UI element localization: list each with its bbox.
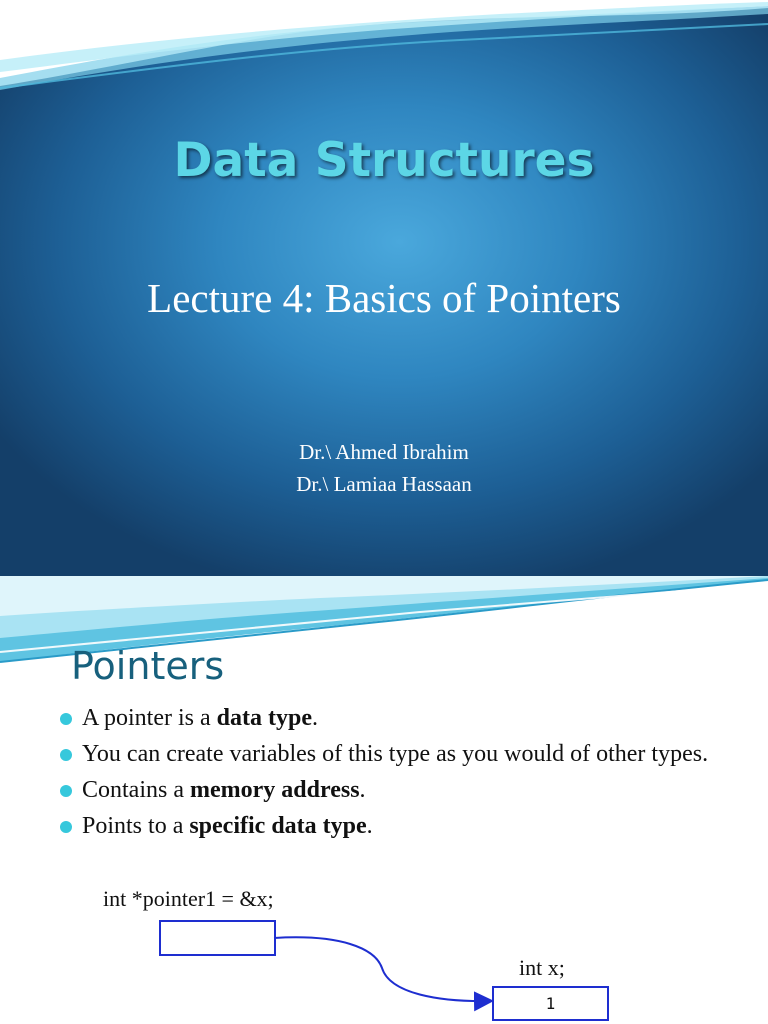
list-item: A pointer is a data type. [60, 704, 720, 733]
bullet-icon [60, 713, 72, 725]
bullet-icon [60, 785, 72, 797]
code-example: int *pointer1 = &x; [103, 886, 274, 911]
bullet-icon [60, 821, 72, 833]
list-item: Points to a specific data type. [60, 812, 720, 841]
variable-box: 1 [492, 986, 609, 1021]
slide-title: Pointers [71, 644, 225, 688]
list-item: You can create variables of this type as you would of other types. [60, 740, 720, 769]
author-list [0, 436, 768, 500]
decorative-wave [0, 0, 768, 90]
author-name: Dr.\ Ahmed Ibrahim [299, 440, 469, 464]
lecture-subtitle: Lecture 4: Basics of Pointers [147, 275, 621, 321]
bullet-list [60, 704, 720, 848]
pointers-slide [0, 576, 768, 1024]
pointer-box [159, 920, 276, 956]
list-item: Contains a memory address. [60, 776, 720, 805]
variable-label: int x; [519, 955, 565, 980]
author-name: Dr.\ Lamiaa Hassaan [296, 472, 472, 496]
presentation-title: Data Structures [173, 133, 595, 188]
bullet-icon [60, 749, 72, 761]
